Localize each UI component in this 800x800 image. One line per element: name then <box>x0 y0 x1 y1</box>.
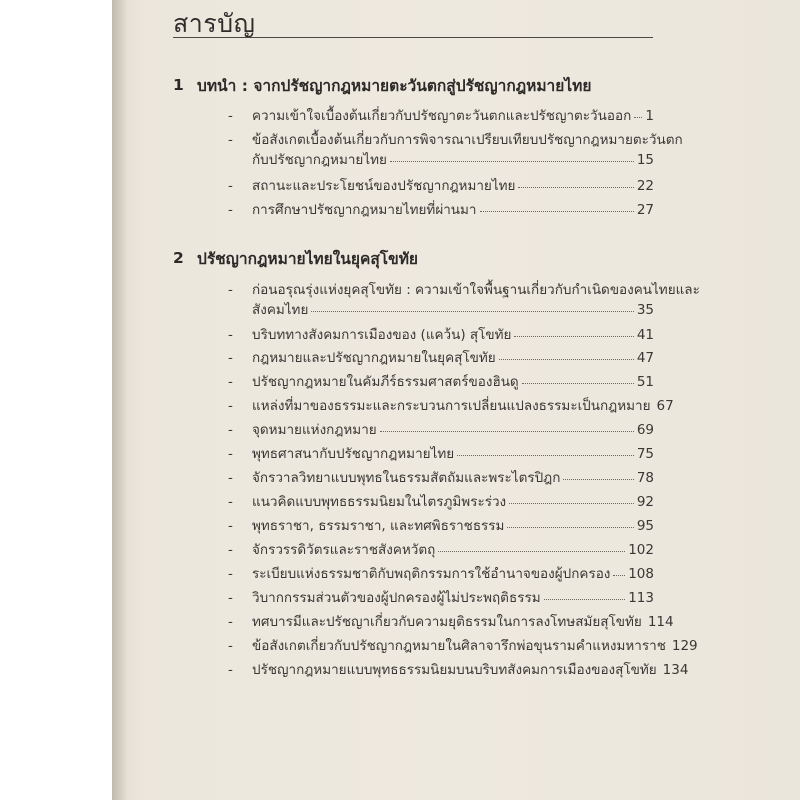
toc-entry[interactable] <box>228 325 654 345</box>
entry-text <box>252 396 674 416</box>
toc-entry[interactable] <box>228 636 698 656</box>
entry-dash: - <box>228 518 233 534</box>
entry-text <box>252 612 674 632</box>
toc-entry[interactable] <box>228 468 654 488</box>
dot-leader <box>514 326 633 337</box>
entry-line <box>252 492 654 512</box>
entry-text <box>252 444 654 464</box>
entry-text <box>252 176 654 196</box>
page-number: 95 <box>636 518 654 534</box>
toc-entry[interactable] <box>228 540 654 560</box>
page-number: 1 <box>645 108 654 124</box>
page-number: 51 <box>636 374 654 390</box>
dot-leader <box>380 421 634 432</box>
entry-text <box>252 468 654 488</box>
entry-line <box>252 176 654 196</box>
page-binding-shadow <box>112 0 128 800</box>
entry-dash: - <box>228 446 233 462</box>
dot-leader <box>438 541 625 552</box>
dot-leader <box>311 301 633 312</box>
dot-leader <box>457 445 634 456</box>
entry-line <box>252 564 654 584</box>
entry-title: ระเบียบแห่งธรรมชาติกับพฤติกรรมการใช้อำนาจของผู้ปกครอง <box>252 566 611 582</box>
entry-line <box>252 420 654 440</box>
page-number: 113 <box>628 590 654 606</box>
toc-entry[interactable] <box>228 516 654 536</box>
toc-entry[interactable] <box>228 396 674 416</box>
entry-title-continued: กับปรัชญากฎหมายไทย <box>252 152 387 168</box>
entry-title: วิบากกรรมส่วนตัวของผู้ปกครองผู้ไม่ประพฤติธรรม <box>252 590 541 606</box>
chapter-heading[interactable] <box>173 246 418 270</box>
toc-entry[interactable] <box>228 176 654 196</box>
entry-dash: - <box>228 494 233 510</box>
page-number: 114 <box>647 614 674 630</box>
entry-line <box>252 200 654 220</box>
entry-text <box>252 348 654 368</box>
chapter-heading[interactable] <box>173 73 591 97</box>
entry-line <box>252 516 654 536</box>
chapter-title: ปรัชญากฎหมายไทยในยุคสุโขทัย <box>197 249 418 268</box>
entry-text <box>252 660 689 680</box>
entry-text <box>252 106 654 126</box>
page-number: 78 <box>636 470 654 486</box>
toc-heading: สารบัญ <box>173 9 256 38</box>
toc-entry[interactable] <box>228 444 654 464</box>
toc-entry[interactable] <box>228 492 654 512</box>
dot-leader <box>509 493 634 504</box>
entry-line <box>252 636 698 656</box>
page-number: 41 <box>636 327 654 343</box>
entry-title: ปรัชญากฎหมายแบบพุทธธรรมนิยมบนบริบทสังคมการเมืองของสุโขทัย <box>252 662 657 678</box>
page-number: 129 <box>671 638 698 654</box>
entry-dash: - <box>228 662 233 678</box>
entry-text <box>252 130 683 170</box>
entry-line <box>252 300 654 320</box>
entry-line <box>252 468 654 488</box>
dot-leader <box>634 107 642 118</box>
dot-leader <box>480 201 634 212</box>
dot-leader <box>563 469 633 480</box>
toc-entry[interactable] <box>228 612 674 632</box>
entry-title: กฎหมายและปรัชญากฎหมายในยุคสุโขทัย <box>252 350 496 366</box>
toc-entry[interactable] <box>228 106 654 126</box>
entry-dash: - <box>228 470 233 486</box>
toc-entry[interactable] <box>228 660 689 680</box>
entry-line <box>252 588 654 608</box>
entry-text <box>252 280 700 320</box>
chapter-number: 1 <box>173 76 184 94</box>
entry-dash: - <box>228 590 233 606</box>
entry-dash: - <box>228 566 233 582</box>
entry-title: ข้อสังเกตเกี่ยวกับปรัชญากฎหมายในศิลาจารึกพ่อขุนรามคำแหงมหาราช <box>252 638 666 654</box>
entry-text <box>252 564 654 584</box>
entry-dash: - <box>228 638 233 654</box>
entry-title: ข้อสังเกตเบื้องต้นเกี่ยวกับการพิจารณาเปรียบเทียบปรัชญากฎหมายตะวันตก <box>252 132 683 148</box>
page-number: 92 <box>636 494 654 510</box>
dot-leader <box>544 589 626 600</box>
dot-leader <box>518 177 633 188</box>
entry-dash: - <box>228 398 233 414</box>
entry-dash: - <box>228 422 233 438</box>
entry-line <box>252 444 654 464</box>
entry-line <box>252 348 654 368</box>
entry-line <box>252 372 654 392</box>
entry-title: ทศบารมีและปรัชญาเกี่ยวกับความยุติธรรมในการลงโทษสมัยสุโขทัย <box>252 614 642 630</box>
dot-leader <box>613 565 625 576</box>
toc-entry[interactable] <box>228 420 654 440</box>
entry-dash: - <box>228 178 233 194</box>
toc-entry[interactable] <box>228 588 654 608</box>
entry-line <box>252 130 683 150</box>
page-number: 27 <box>636 202 654 218</box>
entry-text <box>252 516 654 536</box>
entry-dash: - <box>228 327 233 343</box>
entry-text <box>252 636 698 656</box>
entry-title: บริบททางสังคมการเมืองของ (แคว้น) สุโขทัย <box>252 327 512 343</box>
entry-dash: - <box>228 374 233 390</box>
entry-line <box>252 106 654 126</box>
entry-dash: - <box>228 282 233 298</box>
entry-dash: - <box>228 132 233 148</box>
page-number: 108 <box>628 566 654 582</box>
entry-title-continued: สังคมไทย <box>252 302 309 318</box>
entry-title: ปรัชญากฎหมายในคัมภีร์ธรรมศาสตร์ของฮินดู <box>252 374 519 390</box>
entry-text <box>252 540 654 560</box>
entry-dash: - <box>228 614 233 630</box>
page-number: 102 <box>628 542 654 558</box>
dot-leader <box>499 349 634 360</box>
chapter-title: บทนำ : จากปรัชญากฎหมายตะวันตกสู่ปรัชญากฎหมายไทย <box>197 76 592 95</box>
entry-line <box>252 280 700 300</box>
page-number: 35 <box>636 302 654 318</box>
entry-text <box>252 420 654 440</box>
dot-leader <box>522 373 634 384</box>
chapter-number: 2 <box>173 249 184 267</box>
entry-line <box>252 540 654 560</box>
entry-line <box>252 396 674 416</box>
entry-text <box>252 372 654 392</box>
entry-title: พุทธราชา, ธรรมราชา, และทศพิธราชธรรม <box>252 518 505 534</box>
entry-line <box>252 660 689 680</box>
page-number: 47 <box>636 350 654 366</box>
entry-text <box>252 492 654 512</box>
page-number: 22 <box>636 178 654 194</box>
entry-title: การศึกษาปรัชญากฎหมายไทยที่ผ่านมา <box>252 202 477 218</box>
toc-entry[interactable] <box>228 372 654 392</box>
entry-dash: - <box>228 542 233 558</box>
entry-text <box>252 325 654 345</box>
toc-entry[interactable] <box>228 348 654 368</box>
entry-title: จักรวาลวิทยาแบบพุทธในธรรมสัตถัมและพระไตรปิฎก <box>252 470 561 486</box>
page-number: 75 <box>636 446 654 462</box>
entry-title: ความเข้าใจเบื้องต้นเกี่ยวกับปรัชญาตะวันตกและปรัชญาตะวันออก <box>252 108 632 124</box>
entry-title: พุทธศาสนากับปรัชญากฎหมายไทย <box>252 446 455 462</box>
entry-line <box>252 612 674 632</box>
page-number: 69 <box>636 422 654 438</box>
dot-leader <box>390 151 634 162</box>
toc-entry[interactable] <box>228 130 683 170</box>
entry-title: ก่อนอรุณรุ่งแห่งยุคสุโขทัย : ความเข้าใจพื้นฐานเกี่ยวกับกำเนิดของคนไทยและ <box>252 282 700 298</box>
entry-title: สถานะและประโยชน์ของปรัชญากฎหมายไทย <box>252 178 516 194</box>
entry-title: แหล่งที่มาของธรรมะและกระบวนการเปลี่ยนแปลงธรรมะเป็นกฎหมาย <box>252 398 651 414</box>
entry-dash: - <box>228 202 233 218</box>
toc-entry[interactable] <box>228 200 654 220</box>
page-number: 134 <box>662 662 689 678</box>
page-number: 15 <box>636 152 654 168</box>
entry-line <box>252 325 654 345</box>
dot-leader <box>507 517 633 528</box>
toc-entry[interactable] <box>228 280 700 320</box>
toc-entry[interactable] <box>228 564 654 584</box>
entry-dash: - <box>228 350 233 366</box>
entry-title: จักรวรรดิวัตรและราชสังคหวัตถุ <box>252 542 436 558</box>
entry-line <box>252 150 654 170</box>
entry-title: แนวคิดแบบพุทธธรรมนิยมในไตรภูมิพระร่วง <box>252 494 507 510</box>
heading-underline <box>173 37 653 38</box>
entry-dash: - <box>228 108 233 124</box>
entry-title: จุดหมายแห่งกฎหมาย <box>252 422 377 438</box>
entry-text <box>252 200 654 220</box>
entry-text <box>252 588 654 608</box>
page-number: 67 <box>656 398 674 414</box>
